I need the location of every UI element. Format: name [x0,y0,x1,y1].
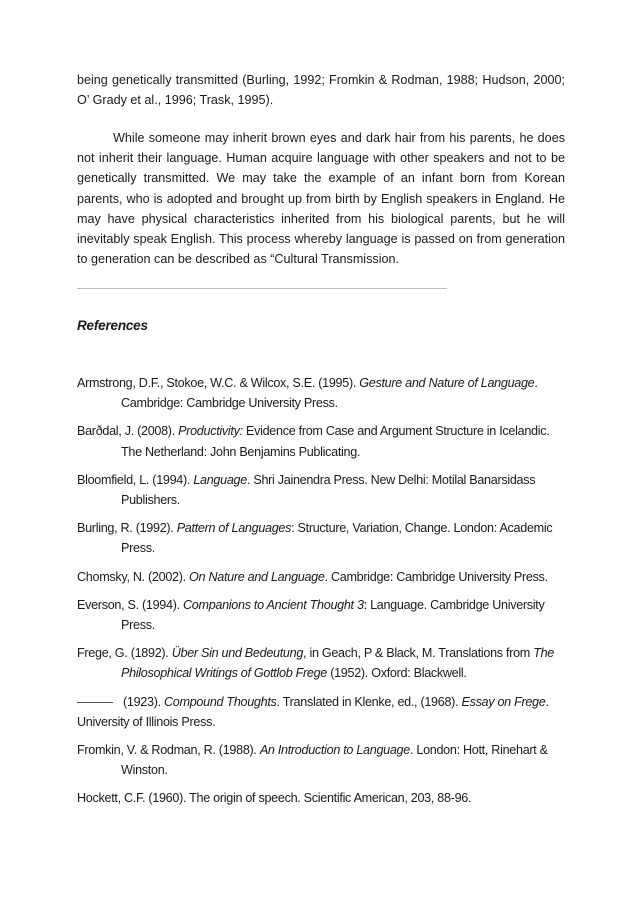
body-paragraph-cultural-transmission: While someone may inherit brown eyes and dark hair from his parents, he does not inherit their language. Human acquire language with other speakers and not to be genetically transmitted. We may take the example of an infant born from Korean parents, who is adopted and brought up from birth by English speakers in England. He may have physical characteristics inherited from his biological parents, but he will inevitably speak English. This process whereby language is passed on from generation to generation can be described as “Cultural Transmission. [77,131,565,267]
section-divider [77,288,447,289]
reference-list [77,373,565,809]
reference-item: Fromkin, V. & Rodman, R. (1988). An Introduction to Language. London: Hott, Rinehart & Winston. [77,743,548,778]
reference-item: Burling, R. (1992). Pattern of Languages: Structure, Variation, Change. London: Academic Press. [77,521,553,556]
reference-item: Bloomfield, L. (1994). Language. Shri Jainendra Press. New Delhi: Motilal Banarsidass Publishers. [77,472,536,508]
ditto-dash [77,702,113,703]
reference-item: Frege, G. (1892). Über Sin und Bedeutung, in Geach, P & Black, M. Translations from The Philosophical Writings of Gottlob Frege (1952). Oxford: Blackwell. [77,646,554,681]
references-heading: References [77,318,148,333]
reference-item: Chomsky, N. (2002). On Nature and Language. Cambridge: Cambridge University Press. [77,569,548,584]
reference-item: Everson, S. (1994). Companions to Ancient Thought 3: Language. Cambridge University Press. [77,597,545,633]
reference-item: Barðdal, J. (2008). Productivity: Evidence from Case and Argument Structure in Icelandic. The Netherland: John Benjamins Publicating. [77,424,550,459]
reference-item-ditto: (1923). Compound Thoughts. Translated in Klenke, ed., (1968). Essay on Frege. University of Illinois Press. [77,694,549,729]
reference-item: Hockett, C.F. (1960). The origin of speech. Scientific American, 203, 88-96. [77,791,472,806]
reference-item: Armstrong, D.F., Stokoe, W.C. & Wilcox, S.E. (1995). Gesture and Nature of Language. Cambridge: Cambridge University Press. [77,376,538,411]
body-paragraph-continuation: being genetically transmitted (Burling, 1992; Fromkin & Rodman, 1988; Hudson, 2000; O’ Grady et al., 1996; Trask, 1995). [77,73,565,108]
